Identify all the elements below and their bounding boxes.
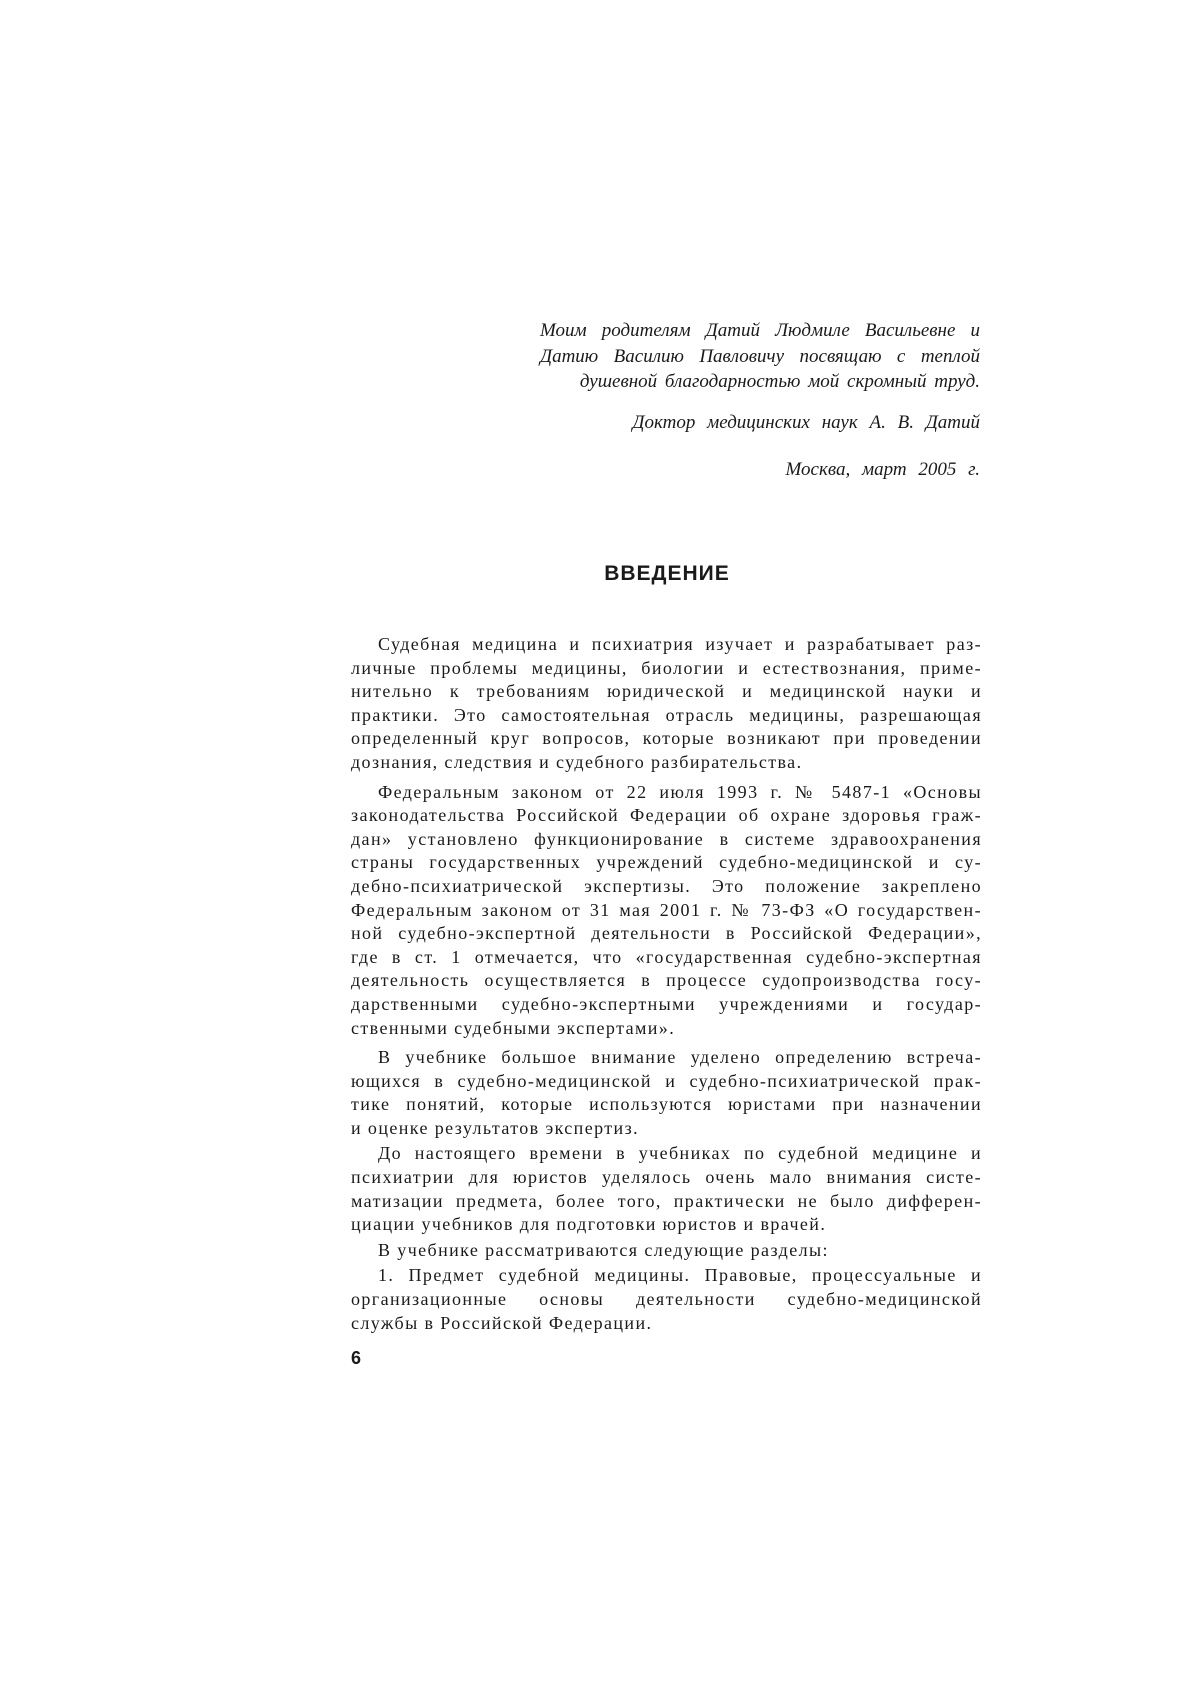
paragraph-line: законодательства Российской Федерации об охране здоровья граж- — [351, 805, 982, 826]
paragraph-line: дарственными судебно-экспертными учреждениями и государ- — [351, 993, 982, 1014]
page-number: 6 — [351, 1348, 362, 1368]
dedication-block — [540, 318, 980, 395]
paragraph-line: деятельность осуществляется в процессе судопроизводства госу- — [351, 970, 982, 991]
body-text — [351, 633, 982, 1335]
paragraph — [351, 633, 982, 775]
paragraph-line: ственными судебными экспертами». — [351, 1017, 676, 1038]
paragraph-line: где в ст. 1 отмечается, что «государственная судебно-экспертная — [351, 946, 982, 967]
paragraph-line: и оценке результатов экспертиз. — [351, 1117, 639, 1138]
paragraph-line: определенный круг вопросов, которые возникают при проведении — [351, 728, 982, 749]
author-signature: Доктор медицинских наук А. В. Датий — [632, 412, 980, 433]
paragraph — [351, 1239, 982, 1263]
paragraph-line: ющихся в судебно-медицинской и судебно-психиатрической прак- — [351, 1070, 982, 1091]
paragraph-line: дознания, следствия и судебного разбирательства. — [351, 751, 803, 772]
paragraph-line: дебно-психиатрической экспертизы. Это положение закреплено — [351, 875, 982, 896]
dedication-line: душевной благодарностью мой скромный труд. — [579, 371, 980, 392]
paragraph-line: Федеральным законом от 31 мая 2001 г. № 73-ФЗ «О государствен- — [351, 899, 982, 920]
paragraph-line: нительно к требованиям юридической и медицинской науки и — [351, 681, 982, 702]
dedication-line: Моим родителям Датий Людмиле Васильевне и — [540, 320, 980, 341]
paragraph-line: страны государственных учреждений судебно-медицинской и су- — [351, 852, 982, 873]
paragraph-line: Федеральным законом от 22 июля 1993 г. № 5487-1 «Основы — [378, 781, 982, 802]
paragraph-line: дан» установлено функционирование в системе здравоохранения — [351, 828, 982, 849]
paragraph-line: психиатрии для юристов уделялось очень мало внимания систе- — [351, 1167, 982, 1188]
paragraph — [351, 1046, 982, 1140]
section-heading: ВВЕДЕНИЕ — [604, 562, 730, 585]
paragraph — [351, 1142, 982, 1236]
paragraph-line: В учебнике рассматриваются следующие разделы: — [378, 1239, 829, 1260]
paragraph-line: 1. Предмет судебной медицины. Правовые, процессуальные и — [378, 1265, 982, 1286]
paragraph — [351, 781, 982, 1041]
paragraph-line: ной судебно-экспертной деятельности в Российской Федерации», — [351, 923, 982, 944]
paragraph-line: В учебнике большое внимание уделено определению встреча- — [378, 1047, 982, 1068]
paragraph-line: организационные основы деятельности судебно-медицинской — [351, 1289, 982, 1310]
paragraph-line: практики. Это самостоятельная отрасль медицины, разрешающая — [351, 704, 982, 725]
paragraph-line: Судебная медицина и психиатрия изучает и разрабатывает раз- — [378, 634, 982, 654]
place-and-date: Москва, март 2005 г. — [785, 459, 980, 480]
paragraph — [351, 1264, 982, 1335]
paragraph-line: циации учебников для подготовки юристов и врачей. — [351, 1214, 827, 1235]
paragraph-line: личные проблемы медицины, биологии и естествознания, приме- — [351, 657, 982, 678]
dedication-line: Датию Василию Павловичу посвящаю с теплой — [540, 345, 980, 367]
paragraph-line: До настоящего времени в учебниках по судебной медицине и — [378, 1143, 982, 1164]
paragraph-line: службы в Российской Федерации. — [351, 1312, 653, 1333]
paragraph-line: тике понятий, которые используются юристами при назначении — [351, 1094, 982, 1115]
paragraph-line: матизации предмета, более того, практически не было дифферен- — [351, 1190, 982, 1211]
